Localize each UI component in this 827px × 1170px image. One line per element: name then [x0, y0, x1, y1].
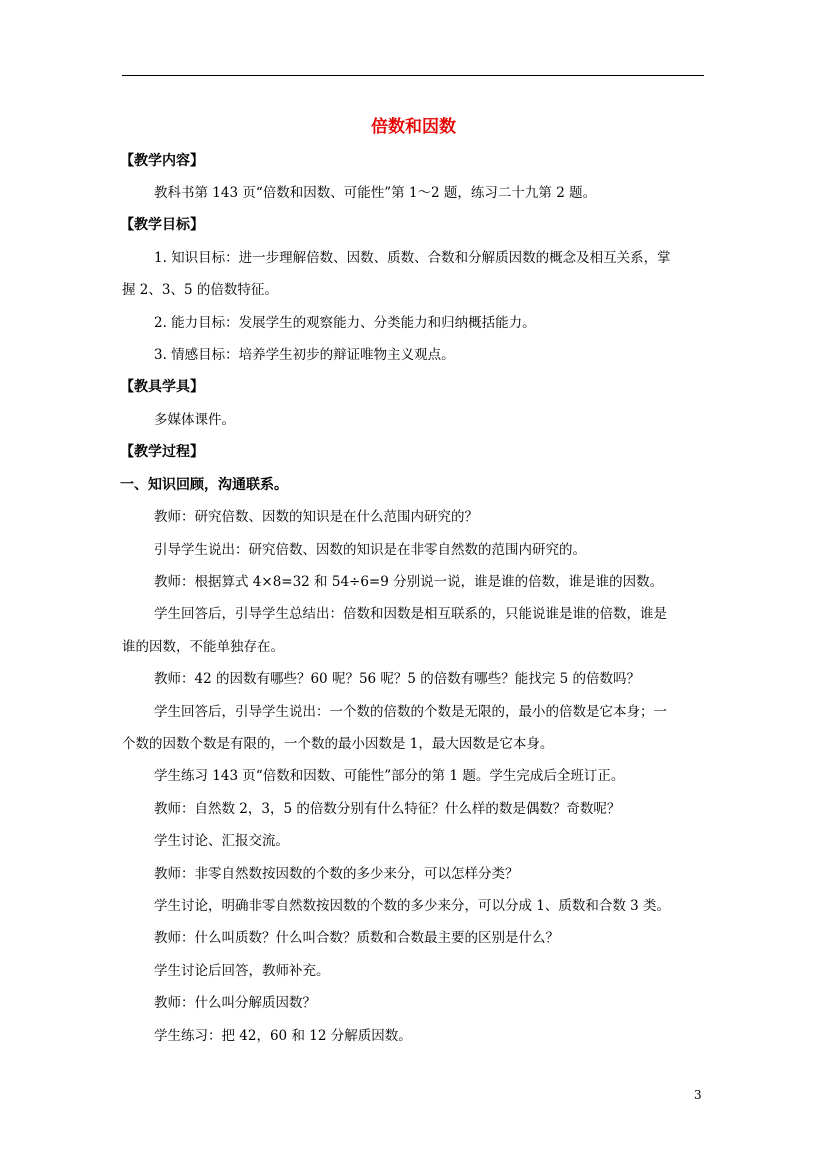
paragraph-line: 学生讨论、汇报交流。 — [154, 833, 289, 849]
section-heading: 【教学目标】 — [120, 217, 204, 233]
paragraph-line: 1. 知识目标：进一步理解倍数、因数、质数、合数和分解质因数的概念及相互关系，掌 — [154, 250, 671, 266]
paragraph-line: 教师：自然数 2，3，5 的倍数分别有什么特征？什么样的数是偶数？奇数呢？ — [154, 801, 621, 817]
paragraph-line: 学生练习：把 42，60 和 12 分解质因数。 — [154, 1028, 412, 1044]
paragraph-line: 握 2、3、5 的倍数特征。 — [122, 282, 278, 298]
paragraph-line: 教科书第 143 页“倍数和因数、可能性”第 1～2 题，练习二十九第 2 题。 — [154, 185, 597, 201]
section-heading: 一、知识回顾，沟通联系。 — [120, 477, 288, 493]
paragraph-line: 多媒体课件。 — [154, 412, 235, 428]
paragraph-line: 教师：什么叫质数？什么叫合数？质数和合数最主要的区别是什么？ — [154, 930, 559, 946]
paragraph-line: 学生讨论后回答，教师补充。 — [154, 963, 330, 979]
section-heading: 【教学内容】 — [120, 153, 204, 169]
paragraph-line: 学生回答后，引导学生说出：一个数的倍数的个数是无限的，最小的倍数是它本身；一 — [154, 704, 667, 720]
document-title: 倍数和因数 — [371, 117, 456, 137]
paragraph-line: 教师：根据算式 4×8=32 和 54÷6=9 分别说一说，谁是谁的倍数，谁是谁的因数。 — [154, 574, 664, 590]
paragraph-line: 个数的因数个数是有限的，一个数的最小因数是 1，最大因数是它本身。 — [122, 736, 554, 752]
paragraph-line: 教师：什么叫分解质因数？ — [154, 995, 316, 1011]
header-rule — [122, 75, 704, 76]
page-number: 3 — [694, 1088, 702, 1102]
paragraph-line: 教师：研究倍数、因数的知识是在什么范围内研究的？ — [154, 509, 478, 525]
paragraph-line: 2. 能力目标：发展学生的观察能力、分类能力和归纳概括能力。 — [154, 315, 536, 331]
paragraph-line: 3. 情感目标：培养学生初步的辩证唯物主义观点。 — [154, 347, 455, 363]
paragraph-line: 学生回答后，引导学生总结出：倍数和因数是相互联系的，只能说谁是谁的倍数，谁是 — [154, 606, 667, 622]
paragraph-line: 学生练习 143 页“倍数和因数、可能性”部分的第 1 题。学生完成后全班订正。 — [154, 768, 625, 784]
section-heading: 【教学过程】 — [120, 444, 204, 460]
paragraph-line: 教师：非零自然数按因数的个数的多少来分，可以怎样分类？ — [154, 866, 519, 882]
section-heading: 【教具学具】 — [120, 379, 204, 395]
paragraph-line: 引导学生说出：研究倍数、因数的知识是在非零自然数的范围内研究的。 — [154, 542, 586, 558]
paragraph-line: 学生讨论，明确非零自然数按因数的个数的多少来分，可以分成 1、质数和合数 3 类。 — [154, 898, 671, 914]
paragraph-line: 谁的因数，不能单独存在。 — [122, 639, 284, 655]
paragraph-line: 教师：42 的因数有哪些？60 呢？56 呢？5 的倍数有哪些？能找完 5 的倍数吗？ — [154, 671, 640, 687]
